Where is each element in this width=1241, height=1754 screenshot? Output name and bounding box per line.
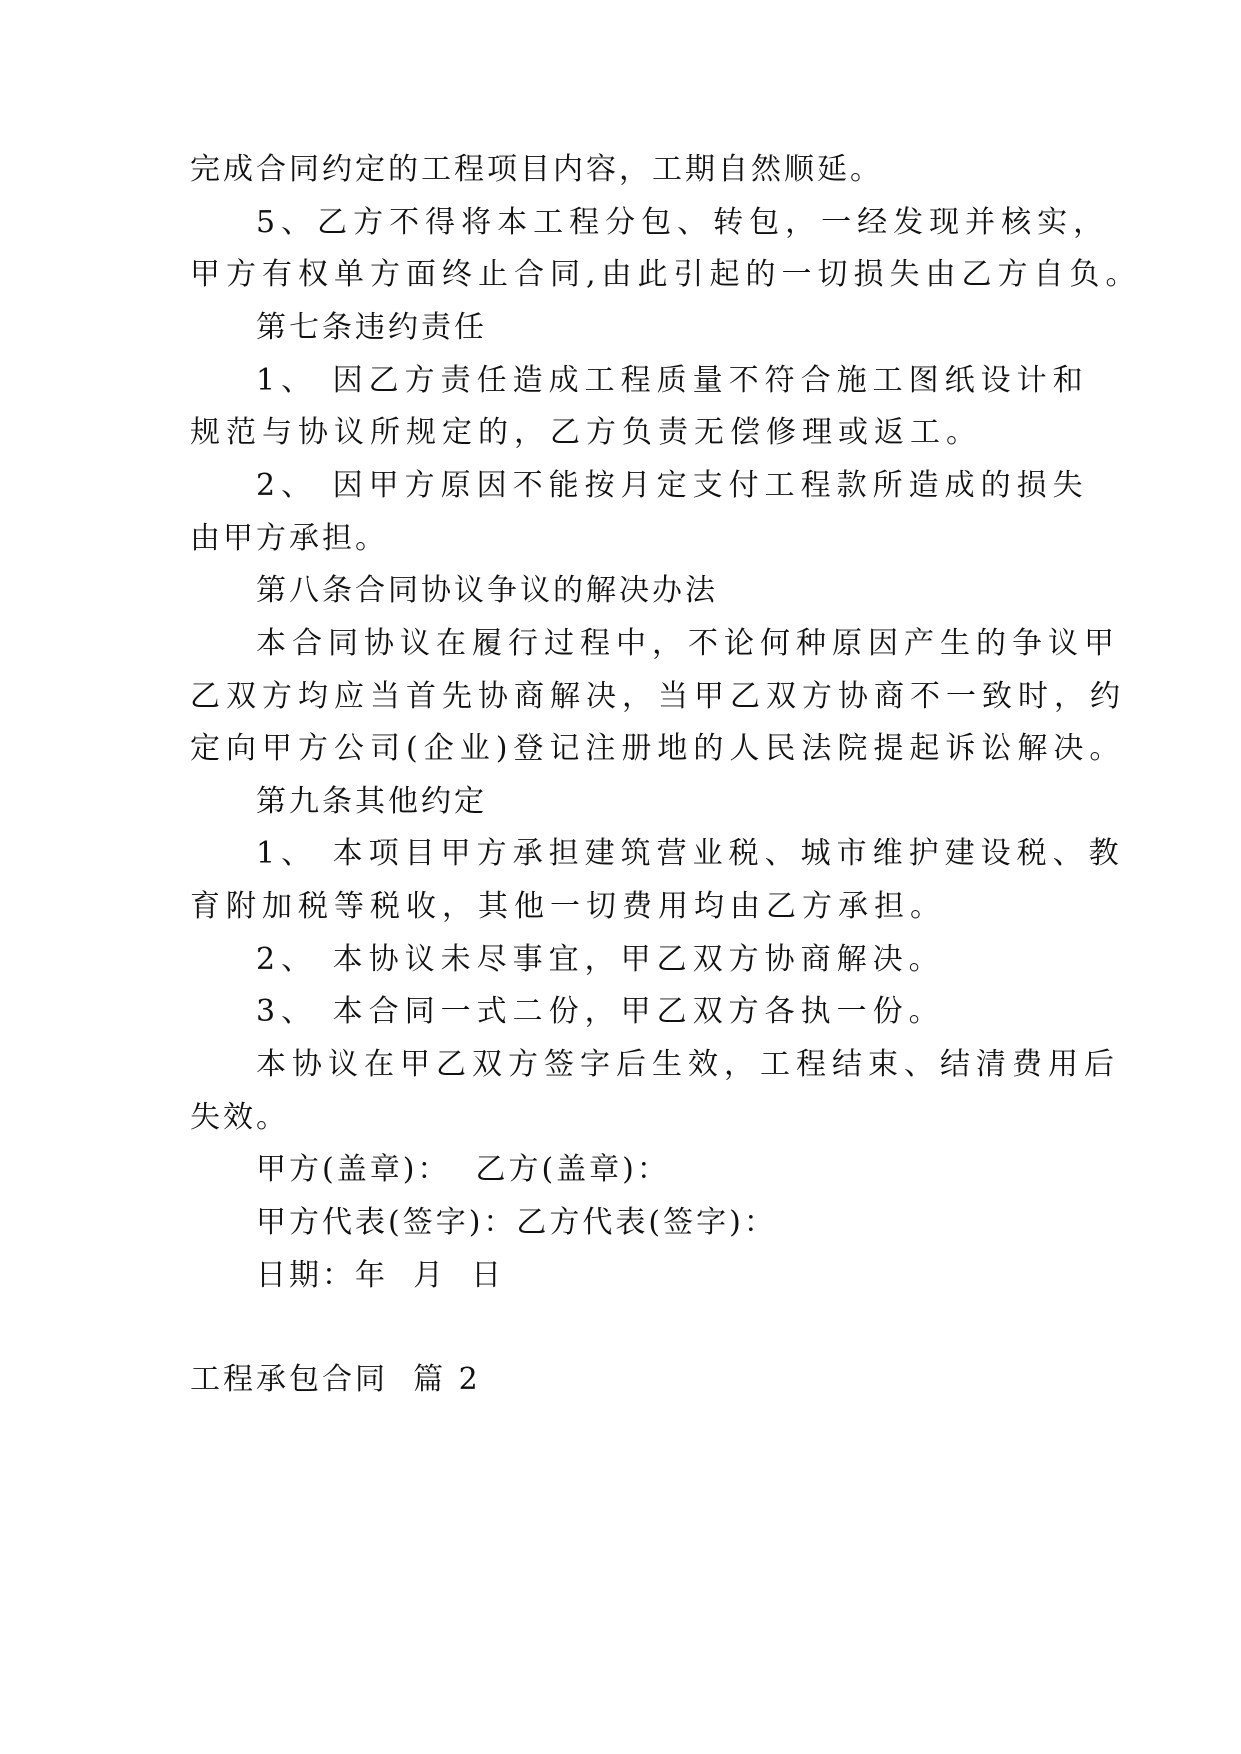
paragraph-line: 2、 因甲方原因不能按月定支付工程款所造成的损失 bbox=[256, 468, 1089, 503]
paragraph-line: 1、 因乙方责任造成工程质量不符合施工图纸设计和 bbox=[256, 363, 1089, 398]
paragraph-line: 2、 本协议未尽事宜，甲乙双方协商解决。 bbox=[256, 942, 945, 977]
paragraph-line: 本合同协议在履行过程中，不论何种原因产生的争议甲 bbox=[256, 626, 1120, 661]
paragraph-line: 5、乙方不得将本工程分包、转包，一经发现并核实， bbox=[256, 205, 1110, 240]
article-heading: 第七条违约责任 bbox=[256, 310, 487, 345]
paragraph-line: 育附加税等税收，其他一切费用均由乙方承担。 bbox=[190, 889, 946, 924]
paragraph-line: 3、 本合同一式二份，甲乙双方各执一份。 bbox=[256, 994, 945, 1029]
article-heading: 第八条合同协议争议的解决办法 bbox=[256, 573, 718, 608]
paragraph-line: 乙双方均应当首先协商解决，当甲乙双方协商不一致时，约 bbox=[190, 679, 1126, 714]
date-line: 日期：年 月 日 bbox=[256, 1258, 505, 1293]
paragraph-line: 甲方有权单方面终止合同,由此引起的一切损失由乙方自负。 bbox=[190, 257, 1142, 292]
paragraph-line: 定向甲方公司(企业)登记注册地的人民法院提起诉讼解决。 bbox=[190, 731, 1126, 766]
article-heading: 第九条其他约定 bbox=[256, 784, 487, 819]
paragraph-line: 失效。 bbox=[190, 1100, 289, 1135]
paragraph-line: 完成合同约定的工程项目内容，工期自然顺延。 bbox=[190, 152, 883, 187]
paragraph-line: 1、 本项目甲方承担建筑营业税、城市维护建设税、教 bbox=[256, 836, 1125, 871]
section-title: 工程承包合同 篇 2 bbox=[190, 1362, 481, 1397]
signature-seal-line: 甲方(盖章)： 乙方(盖章)： bbox=[256, 1152, 670, 1187]
paragraph-line: 由甲方承担。 bbox=[190, 521, 388, 556]
paragraph-line: 本协议在甲乙双方签字后生效，工程结束、结清费用后 bbox=[256, 1047, 1120, 1082]
signature-representative-line: 甲方代表(签字)：乙方代表(签字)： bbox=[256, 1205, 777, 1240]
paragraph-line: 规范与协议所规定的，乙方负责无偿修理或返工。 bbox=[190, 415, 982, 450]
